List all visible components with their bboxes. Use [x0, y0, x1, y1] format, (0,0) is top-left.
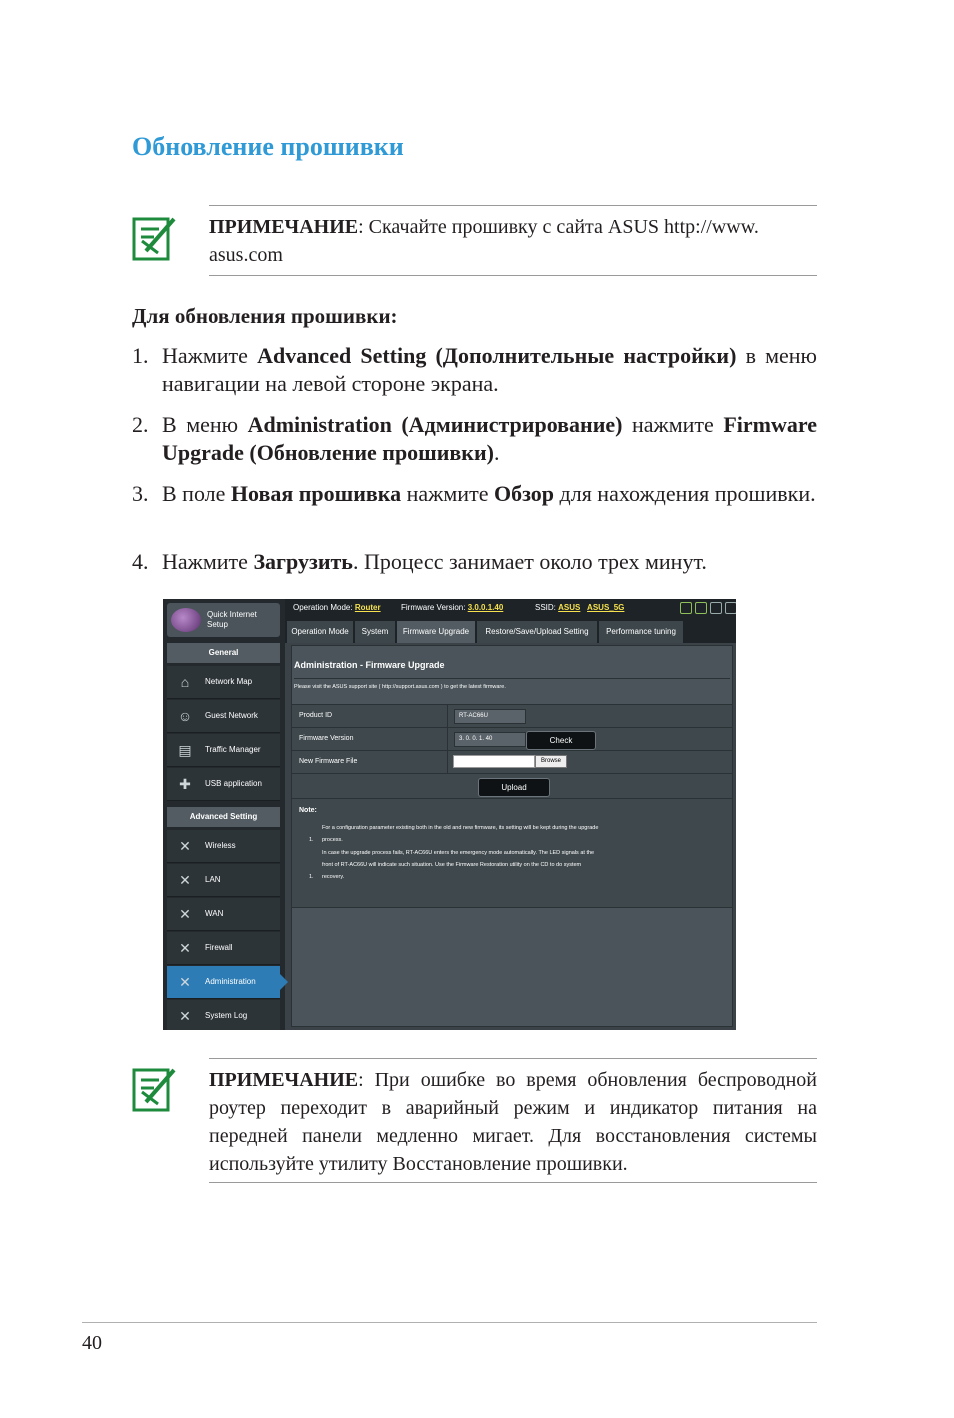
- nav-lan[interactable]: ✕ LAN: [167, 864, 280, 897]
- check-button[interactable]: Check: [526, 731, 596, 750]
- nav-system-log[interactable]: ✕ System Log: [167, 1000, 280, 1030]
- wrench-icon: ✕: [179, 872, 191, 888]
- advanced-setting-header: Advanced Setting: [167, 807, 280, 827]
- note-top-rule: [209, 1058, 817, 1059]
- status-icon[interactable]: [695, 602, 707, 614]
- nav-guest-network[interactable]: ☺ Guest Network: [167, 700, 280, 733]
- firmware-version-row: Firmware Version 3. 0. 0. 1. 40 Check: [292, 727, 732, 750]
- printer-icon[interactable]: [725, 602, 736, 614]
- step-2: 2. В меню Administration (Администрирование) нажмите Firmware Upgrade (Обновление прошивки).: [132, 412, 817, 465]
- note-1-text: ПРИМЕЧАНИЕ: Скачайте прошивку с сайта ASUS http://www. asus.com: [209, 216, 759, 266]
- firmware-upgrade-panel: [291, 645, 733, 1027]
- firmware-version-link[interactable]: 3.0.0.1.40: [467, 603, 504, 612]
- operation-mode-link[interactable]: Router: [354, 603, 381, 612]
- tab-system[interactable]: System: [355, 621, 396, 643]
- router-ui-screenshot: [163, 599, 736, 1030]
- upload-button[interactable]: Upload: [478, 778, 550, 797]
- product-id-value: RT-AC66U: [454, 709, 526, 724]
- guest-network-icon: ☺: [177, 708, 193, 724]
- upload-row: [292, 773, 732, 798]
- nav-network-map[interactable]: ⌂ Network Map: [167, 666, 280, 699]
- product-id-row: Product ID RT-AC66U: [292, 704, 732, 727]
- note-bottom-rule: [209, 1182, 817, 1183]
- note-pencil-icon: [132, 1064, 178, 1114]
- footer-rule: [82, 1322, 817, 1323]
- usb-icon[interactable]: [710, 602, 722, 614]
- browse-button[interactable]: Browse: [535, 755, 567, 768]
- firmware-version-value: 3. 0. 0. 1. 40: [454, 732, 526, 747]
- wrench-icon: ✕: [179, 1008, 191, 1024]
- step-3: 3. В поле Новая прошивка нажмите Обзор для нахождения прошивки.: [132, 481, 816, 506]
- nav-usb-application[interactable]: ✚ USB application: [167, 768, 280, 801]
- nav-administration[interactable]: ✕ Administration: [167, 966, 280, 999]
- note-bottom-rule: [209, 275, 817, 276]
- tab-firmware-upgrade[interactable]: Firmware Upgrade: [397, 621, 476, 643]
- note-2-text: ПРИМЕЧАНИЕ: При ошибке во время обновления беспроводной роутер переходит в аварийный режим и индикатор питания на передней панели медленно мигает. Для восстановления системы используйте утилиту Восстановление прошивки.: [209, 1069, 817, 1175]
- status-icon[interactable]: [680, 602, 692, 614]
- note-pencil-icon: [132, 213, 178, 263]
- wrench-icon: ✕: [179, 906, 191, 922]
- tab-operation-mode[interactable]: Operation Mode: [287, 621, 354, 643]
- tab-performance-tuning[interactable]: Performance tuning: [599, 621, 684, 643]
- router-status-bar: Operation Mode: Router Firmware Version: 3.0.0.1.40 SSID: ASUS ASUS_5G: [285, 599, 736, 619]
- new-firmware-row: New Firmware File Browse: [292, 750, 732, 773]
- panel-divider: [294, 678, 730, 679]
- step-4: 4. Нажмите Загрузить. Процесс занимает около трех минут.: [132, 549, 707, 574]
- router-tabs: [285, 619, 736, 643]
- wrench-icon: ✕: [179, 940, 191, 956]
- ssid-link-1[interactable]: ASUS: [558, 603, 581, 612]
- network-map-icon: ⌂: [180, 674, 190, 690]
- panel-title: Administration - Firmware Upgrade: [294, 660, 445, 670]
- nav-traffic-manager[interactable]: ▤ Traffic Manager: [167, 734, 280, 767]
- traffic-manager-icon: ▤: [178, 742, 192, 758]
- note-box-2: [132, 1058, 817, 1184]
- router-note: Note: For a configuration parameter existing both in the old and new firmware, its setting will be kept during the upgrade 1. process. In case the upgrade process fails, RT-AC66U enters the emergency mode automatically. The LED signals at the front of RT-AC66U will indicate such situation. Use the Firmware Restoration utility on the CD to do system 1. recovery.: [292, 798, 732, 908]
- nav-wan[interactable]: ✕ WAN: [167, 898, 280, 931]
- nav-firewall[interactable]: ✕ Firewall: [167, 932, 280, 965]
- page-title: Обновление прошивки: [132, 132, 404, 161]
- nav-wireless[interactable]: ✕ Wireless: [167, 830, 280, 863]
- usb-app-icon: ✚: [179, 776, 191, 792]
- page-number: 40: [82, 1332, 102, 1354]
- panel-info: Please visit the ASUS support site ( http://support.asus.com ) to get the latest firmware.: [294, 684, 506, 690]
- steps-title: Для обновления прошивки:: [132, 304, 398, 328]
- general-header: General: [167, 643, 280, 663]
- new-firmware-file-input[interactable]: [453, 755, 535, 768]
- note-box-1: [132, 205, 817, 277]
- ssid-link-2[interactable]: ASUS_5G: [587, 603, 625, 612]
- step-1: 1. Нажмите Advanced Setting (Дополнительные настройки) в меню навигации на левой стороне экрана.: [132, 343, 817, 396]
- wrench-icon: ✕: [179, 974, 191, 990]
- tab-restore-save-upload[interactable]: Restore/Save/Upload Setting: [477, 621, 598, 643]
- router-sidebar: [163, 599, 285, 1030]
- asus-logo-icon: [171, 608, 201, 632]
- wrench-icon: ✕: [179, 838, 191, 854]
- quick-internet-setup[interactable]: Quick Internet Setup: [167, 603, 280, 637]
- note-top-rule: [209, 205, 817, 206]
